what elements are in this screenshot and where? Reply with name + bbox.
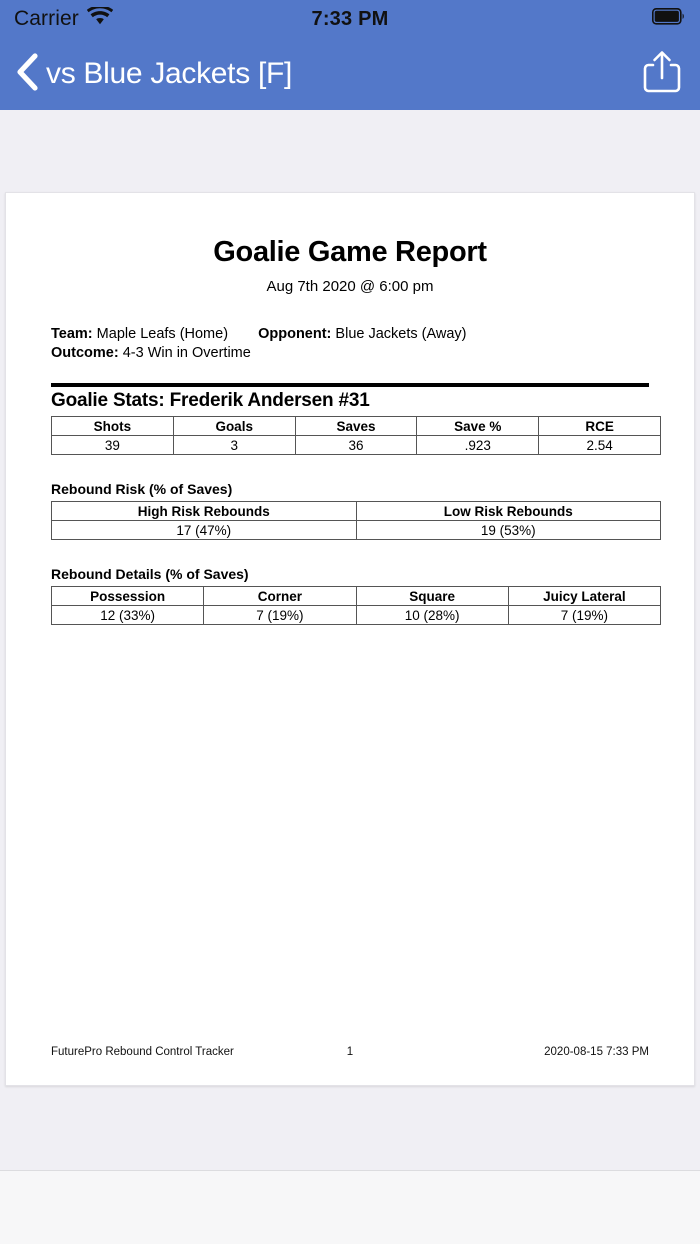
outcome-value: 4-3 Win in Overtime bbox=[122, 345, 251, 362]
outcome-label: Outcome: bbox=[51, 345, 119, 362]
team-label: Team: bbox=[51, 326, 93, 342]
opponent-value: Blue Jackets (Away) bbox=[335, 326, 467, 342]
table-row bbox=[52, 521, 661, 540]
page-footer bbox=[51, 1046, 649, 1058]
game-meta bbox=[51, 325, 649, 363]
page-subtitle: Aug 7th 2020 @ 6:00 pm bbox=[266, 278, 434, 295]
footer-timestamp: 2020-08-15 7:33 PM bbox=[544, 1046, 649, 1058]
column-header: Saves bbox=[295, 417, 417, 436]
table-cell: 36 bbox=[295, 436, 417, 455]
page-title: Goalie Game Report bbox=[213, 236, 487, 268]
meta-line-teams bbox=[51, 325, 649, 344]
document-scroll-area[interactable] bbox=[0, 110, 700, 1170]
column-header: Corner bbox=[204, 587, 356, 606]
table-cell: 2.54 bbox=[539, 436, 661, 455]
table-header-row bbox=[52, 417, 661, 436]
table-cell: 12 (33%) bbox=[52, 606, 204, 625]
table-cell: 17 (47%) bbox=[52, 521, 357, 540]
goalie-stats-heading: Goalie Stats: Frederik Andersen #31 bbox=[51, 390, 370, 412]
share-icon bbox=[642, 49, 682, 100]
meta-line-outcome bbox=[51, 344, 649, 363]
column-header: Possession bbox=[52, 587, 204, 606]
rebound-details-heading: Rebound Details (% of Saves) bbox=[51, 566, 249, 583]
table-header-row bbox=[52, 587, 661, 606]
rebound-risk-table bbox=[51, 501, 661, 540]
column-header: RCE bbox=[539, 417, 661, 436]
column-header: High Risk Rebounds bbox=[52, 502, 357, 521]
section-divider bbox=[51, 383, 649, 387]
column-header: Goals bbox=[173, 417, 295, 436]
table-cell: 3 bbox=[173, 436, 295, 455]
column-header: Low Risk Rebounds bbox=[356, 502, 661, 521]
bottom-toolbar bbox=[0, 1170, 700, 1244]
table-cell: 10 (28%) bbox=[356, 606, 508, 625]
carrier-label: Carrier bbox=[14, 7, 79, 30]
table-header-row bbox=[52, 502, 661, 521]
table-cell: 7 (19%) bbox=[204, 606, 356, 625]
rebound-details-table bbox=[51, 586, 661, 625]
team-value: Maple Leafs (Home) bbox=[96, 326, 229, 342]
column-header: Square bbox=[356, 587, 508, 606]
report-page bbox=[5, 192, 695, 1086]
column-header: Juicy Lateral bbox=[508, 587, 660, 606]
status-bar bbox=[0, 0, 700, 38]
opponent-label: Opponent: bbox=[258, 326, 332, 342]
chevron-left-icon bbox=[14, 52, 40, 97]
table-row bbox=[52, 436, 661, 455]
navigation-bar bbox=[0, 38, 700, 110]
back-button[interactable] bbox=[14, 52, 292, 97]
table-cell: 39 bbox=[52, 436, 174, 455]
table-cell: 7 (19%) bbox=[508, 606, 660, 625]
rebound-risk-heading: Rebound Risk (% of Saves) bbox=[51, 481, 233, 498]
goalie-stats-table bbox=[51, 416, 661, 455]
status-bar-clock: 7:33 PM bbox=[311, 7, 389, 30]
table-cell: 19 (53%) bbox=[356, 521, 661, 540]
footer-page-number: 1 bbox=[346, 1046, 354, 1058]
column-header: Shots bbox=[52, 417, 174, 436]
footer-app-name: FuturePro Rebound Control Tracker bbox=[51, 1046, 234, 1058]
share-button[interactable] bbox=[642, 49, 682, 100]
nav-title: vs Blue Jackets [F] bbox=[46, 57, 293, 90]
table-cell: .923 bbox=[417, 436, 539, 455]
column-header: Save % bbox=[417, 417, 539, 436]
table-row bbox=[52, 606, 661, 625]
